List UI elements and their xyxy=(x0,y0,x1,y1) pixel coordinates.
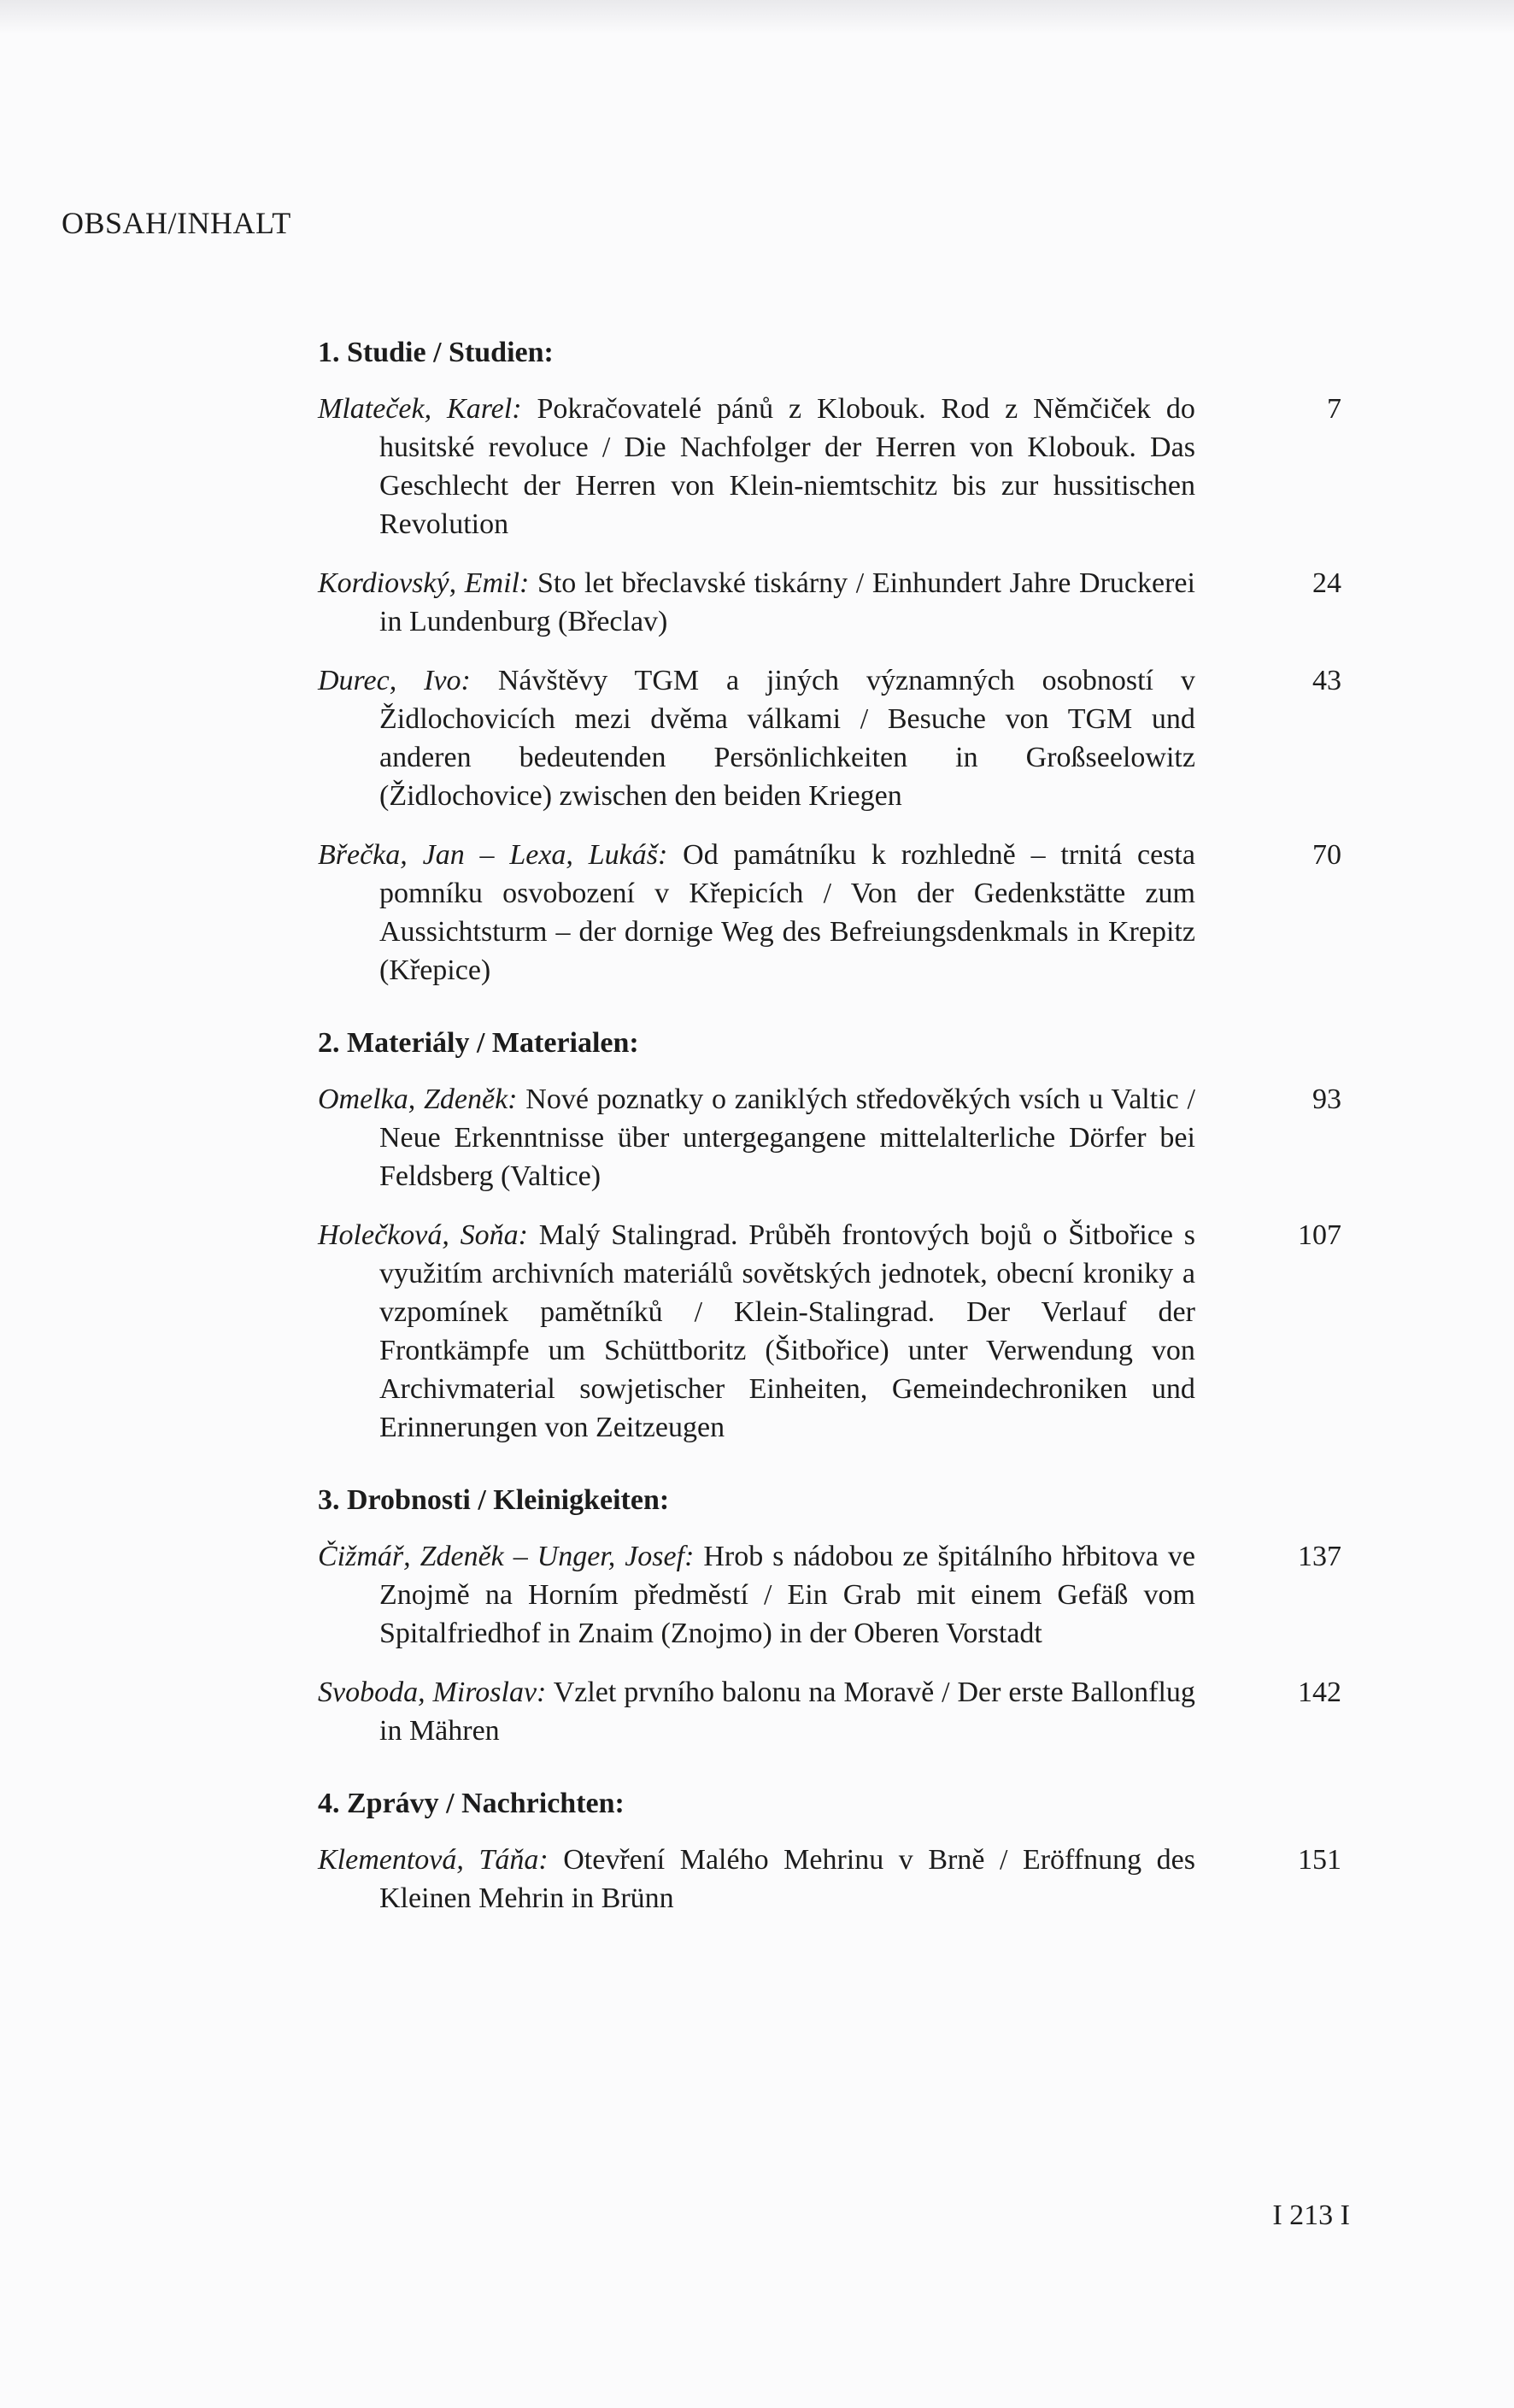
entry-text xyxy=(318,1537,1195,1653)
entry-author: Břečka, Jan – Lexa, Lukáš: xyxy=(318,839,668,871)
entry-title: Vzlet prvního balonu na Moravě / Der erste Ballonflug in Mähren xyxy=(379,1677,1195,1747)
entry-title: Malý Stalingrad. Průběh frontových bojů o Šitbořice s využitím archivních materiálů sovětských jednotek, obecní kroniky a vzpomínek pamětníků / Klein-Stalingrad. Der Verlauf der Frontkämpfe um Schüttboritz (Šitbořice) unter Verwendung von Archivmaterial sowjetischer Einheiten, Gemeindechroniken und Erinnerungen von Zeitzeugen xyxy=(379,1219,1195,1443)
entry-page-number: 107 xyxy=(1298,1219,1341,1251)
toc-entry xyxy=(318,390,1341,543)
entry-text xyxy=(318,836,1195,990)
toc-entry xyxy=(318,1537,1341,1653)
toc-section-materials xyxy=(318,1024,1341,1447)
entry-text xyxy=(318,390,1195,543)
entry-author: Durec, Ivo: xyxy=(318,665,471,696)
entry-author: Kordiovský, Emil: xyxy=(318,567,530,599)
entry-title: Hrob s nádobou ze špitálního hřbitova ve Znojmě na Horním předměstí / Ein Grab mit einem Gefäß vom Spitalfriedhof in Znaim (Znojmo) in der Oberen Vorstadt xyxy=(379,1541,1195,1649)
entry-page-number: 142 xyxy=(1298,1677,1341,1708)
entry-author: Svoboda, Miroslav: xyxy=(318,1677,547,1708)
entry-title: Pokračovatelé pánů z Klobouk. Rod z Němčiček do husitské revoluce / Die Nachfolger der Herren von Klobouk. Das Geschlecht der Herren von Klein-niemtschitz bis zur hussitischen Revolution xyxy=(379,393,1195,540)
toc-section-studies xyxy=(318,333,1341,990)
toc-entry xyxy=(318,1841,1341,1918)
toc-entry xyxy=(318,661,1341,815)
toc-entry xyxy=(318,564,1341,641)
entry-title: Sto let břeclavské tiskárny / Einhundert Jahre Druckerei in Lundenburg (Břeclav) xyxy=(379,567,1195,637)
entry-author: Omelka, Zdeněk: xyxy=(318,1084,518,1115)
toc-entry xyxy=(318,1080,1341,1195)
section-heading: 2. Materiály / Materialen: xyxy=(318,1027,639,1059)
table-of-contents xyxy=(318,333,1341,1918)
toc-section-news xyxy=(318,1784,1341,1918)
entry-page-number: 137 xyxy=(1298,1541,1341,1572)
entry-page-number: 70 xyxy=(1312,839,1341,871)
entry-page-number: 43 xyxy=(1312,665,1341,696)
entry-text xyxy=(318,1673,1195,1750)
entry-text xyxy=(318,564,1195,641)
page-title: OBSAH/INHALT xyxy=(62,206,291,240)
toc-entry xyxy=(318,1673,1341,1750)
entry-page-number: 151 xyxy=(1298,1844,1341,1876)
entry-text xyxy=(318,1080,1195,1195)
entry-text xyxy=(318,1216,1195,1447)
section-heading: 4. Zprávy / Nachrichten: xyxy=(318,1788,625,1819)
entry-author: Mlateček, Karel: xyxy=(318,393,522,425)
section-heading: 3. Drobnosti / Kleinigkeiten: xyxy=(318,1484,670,1516)
entry-text xyxy=(318,661,1195,815)
section-heading: 1. Studie / Studien: xyxy=(318,337,554,368)
entry-page-number: 24 xyxy=(1312,567,1341,599)
entry-title: Nové poznatky o zaniklých středověkých vsích u Valtic / Neue Erkenntnisse über untergegangene mittelalterliche Dörfer bei Feldsberg (Valtice) xyxy=(379,1084,1195,1192)
entry-title: Od památníku k rozhledně – trnitá cesta pomníku osvobození v Křepicích / Von der Gedenkstätte zum Aussichtsturm – der dornige Weg des Befreiungsdenkmals in Krepitz (Křepice) xyxy=(379,839,1195,986)
entry-text xyxy=(318,1841,1195,1918)
entry-title: Návštěvy TGM a jiných významných osobností v Židlochovicích mezi dvěma válkami / Besuche von TGM und anderen bedeutenden Persönlichkeiten in Großseelowitz (Židlochovice) zwischen den beiden Kriegen xyxy=(379,665,1195,812)
toc-entry xyxy=(318,1216,1341,1447)
entry-page-number: 7 xyxy=(1327,393,1341,425)
toc-entry xyxy=(318,836,1341,990)
entry-page-number: 93 xyxy=(1312,1084,1341,1115)
entry-author: Čižmář, Zdeněk – Unger, Josef: xyxy=(318,1541,695,1572)
page-folio-number: I 213 I xyxy=(1272,2200,1350,2231)
toc-section-miscellanea xyxy=(318,1481,1341,1750)
page-top-shadow xyxy=(0,0,1514,34)
entry-author: Holečková, Soňa: xyxy=(318,1219,528,1251)
entry-title: Otevření Malého Mehrinu v Brně / Eröffnung des Kleinen Mehrin in Brünn xyxy=(379,1844,1195,1914)
entry-author: Klementová, Táňa: xyxy=(318,1844,549,1876)
